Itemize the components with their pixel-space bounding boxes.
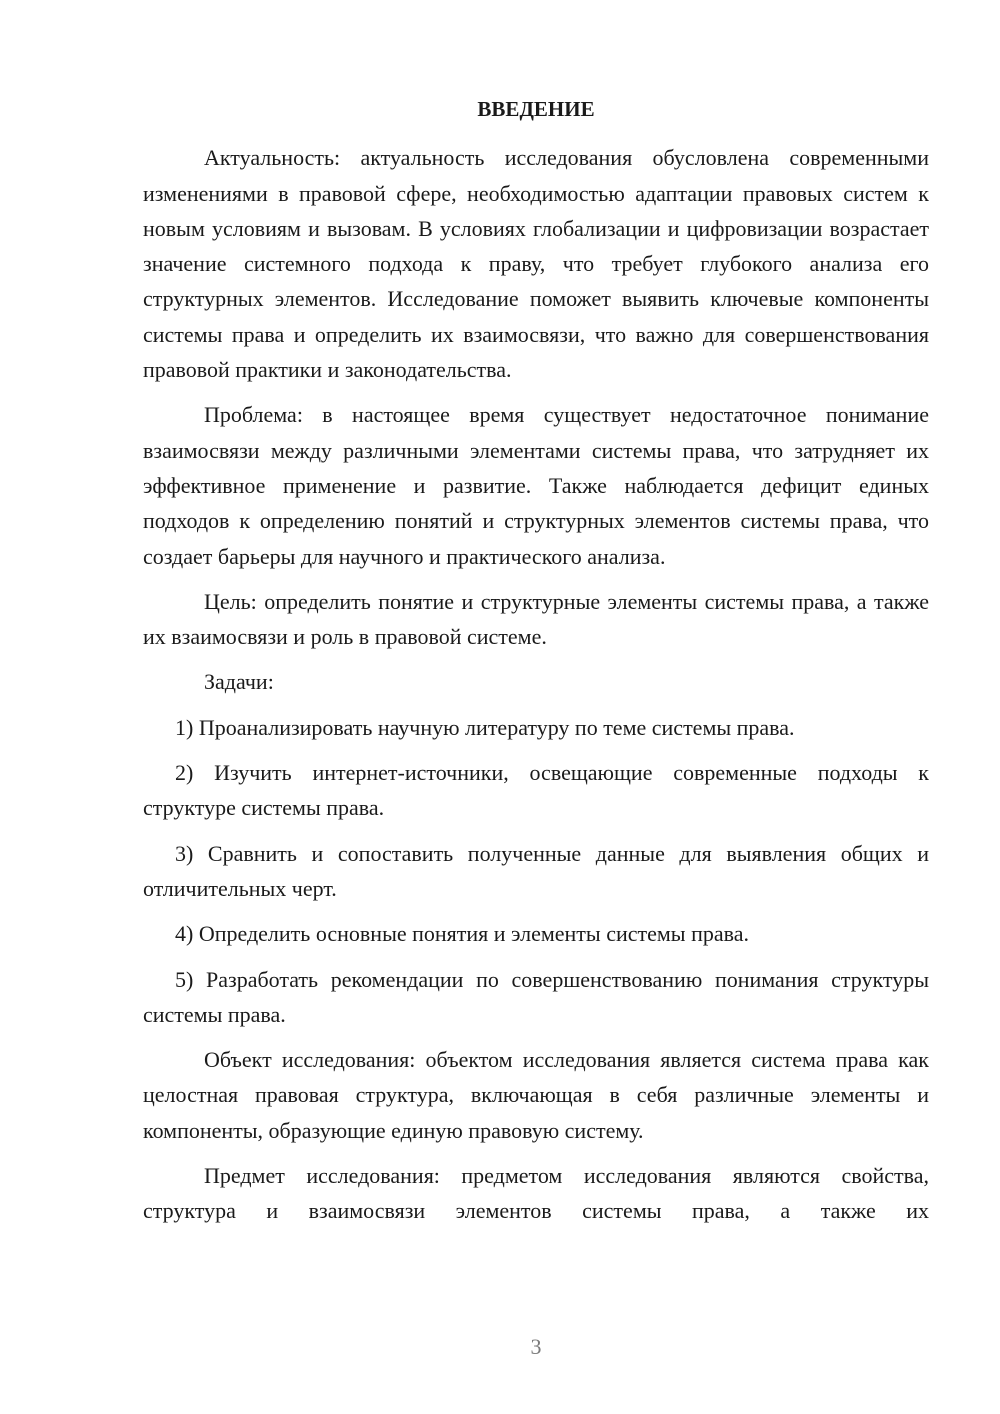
- paragraph-object: Объект исследования: объектом исследования является система права как целостная правовая структура, включающая в себя различные элементы и компоненты, образующие единую правовую систему.: [143, 1047, 929, 1143]
- task-item-4: 4) Определить основные понятия и элементы системы права.: [175, 921, 749, 947]
- task-item-3: 3) Сравнить и сопоставить полученные данные для выявления общих и отличительных черт.: [143, 840, 929, 901]
- paragraph-relevance: Актуальность: актуальность исследования обусловлена современными изменениями в правовой сфере, необходимостью адаптации правовых систем к новым условиям и вызовам. В условиях глобализации и цифровизации возрастает значение системного подхода к праву, что требует глубокого анализа его структурных элементов. Исследование поможет выявить ключевые компоненты системы права и определить их взаимосвязи, что важно для совершенствования правовой практики и законодательства.: [143, 145, 929, 383]
- paragraph-tasks-heading: Задачи:: [204, 669, 274, 695]
- task-item-1: 1) Проанализировать научную литературу по теме системы права.: [175, 714, 795, 740]
- section-title: ВВЕДЕНИЕ: [477, 97, 595, 121]
- paragraph-subject: Предмет исследования: предметом исследования являются свойства, структура и взаимосвязи элементов системы права, а также их: [143, 1163, 929, 1224]
- document-page: [143, 92, 929, 1239]
- task-item-5: 5) Разработать рекомендации по совершенствованию понимания структуры системы права.: [143, 966, 929, 1027]
- paragraph-problem: Проблема: в настоящее время существует недостаточное понимание взаимосвязи между различными элементами системы права, что затрудняет их эффективное применение и развитие. Также наблюдается дефицит единых подходов к определению понятий и структурных элементов системы права, что создает барьеры для научного и практического анализа.: [143, 402, 929, 569]
- page-number: 3: [530, 1334, 542, 1359]
- paragraph-goal: Цель: определить понятие и структурные элементы системы права, а также их взаимосвязи и роль в правовой системе.: [143, 588, 929, 650]
- task-item-2: 2) Изучить интернет-источники, освещающие современные подходы к структуре системы права.: [143, 760, 929, 821]
